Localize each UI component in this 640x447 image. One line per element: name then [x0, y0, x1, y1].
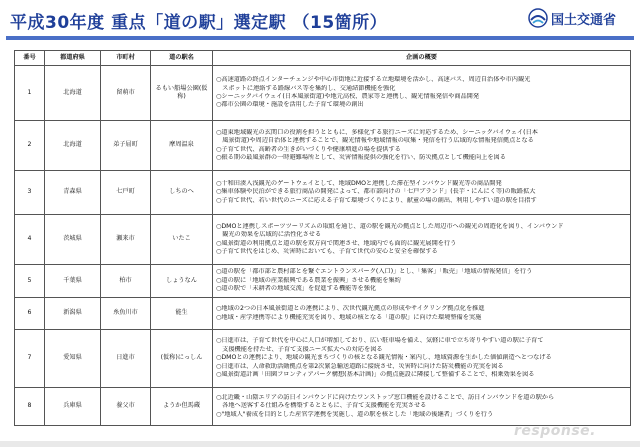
table-row [15, 215, 631, 265]
header-divider [6, 36, 634, 40]
summary-line: ○振る期の最風景群の一時避難場所として、災害情報提供の強化を行い、防災拠点として機能向上を図る [216, 153, 506, 161]
row-municipality: 養父市 [101, 388, 151, 426]
summary-line: ○道の駅で「未耕者の地域交流」を促進する機能等を強化 [216, 285, 377, 293]
summary-line: ○シーニックバイウェイ(日本風景街道)や地元高校、農家等と連携し、観光情報発信や商品開発 [216, 93, 480, 100]
row-station-name: るもい船場公園(仮称) [151, 66, 213, 121]
row-municipality: 瀬来市 [101, 215, 151, 265]
row-number: 8 [15, 388, 45, 426]
summary-line: ○風景街道計画「田園フロンティアパーク構想(基本計画)」の拠点施設に隣接して整備することで、相乗効果を図る [216, 371, 535, 379]
table-row [15, 265, 631, 298]
summary-line: ○北近畿・山陰エリアの訪日インバウンドに向けたワンストップ窓口機能を設けることで、訪日インバウンドを道の駅から [216, 393, 555, 401]
row-plan-summary [213, 298, 631, 330]
row-number: 3 [15, 171, 45, 215]
summary-line: ○日進市は、子育て世代を中心に人口が増加しており、広い駐車場を備え、気軽に車で立ち寄りやすい道の駅に子育て [216, 337, 544, 345]
ministry-name: 国土交通省 [551, 13, 617, 28]
summary-line: ○地域・産学連携等により機能充実を図り、地域の核となる「道の駅」に向けた環境整備を実施 [216, 313, 482, 321]
summary-line: ○高速道路の終点インターチェンジや中心市街地に近接する立地環境を活かし、高速バス、周辺自治体や市内観光 [216, 76, 531, 84]
summary-line: ○風景街道の利用拠点と道の駅を双方向で関連させ、地域内でも面的に観光展開を行う [216, 239, 457, 247]
row-plan-summary [213, 215, 631, 265]
row-prefecture: 北海道 [45, 121, 101, 171]
page-title: 平成30年度 重点「道の駅」選定駅 （15箇所） [10, 13, 388, 33]
row-municipality: 弟子屈町 [101, 121, 151, 171]
row-prefecture: 青森県 [45, 171, 101, 215]
column-header-municipality: 市町村 [101, 51, 151, 66]
row-municipality: 七戸町 [101, 171, 151, 215]
summary-line: 風景街道)や周辺自治体と連携することで、観光情報や地域情報の収集・発信を行う広域的な情報発信拠点となる [216, 137, 534, 145]
summary-line: スポットに連絡する路線バス等を集約し、交通結節機能を強化 [216, 84, 396, 92]
row-municipality: 糸魚川市 [101, 298, 151, 330]
row-station-name: 摩周温泉 [151, 121, 213, 171]
footer-strip [0, 441, 640, 447]
row-prefecture: 愛知県 [45, 330, 101, 388]
summary-line: ○道東地域観光の玄関口の役割を担うとともに、多様化する旅行ニーズに対応するため、シーニックバイウェイ(日本 [216, 128, 538, 136]
row-station-name: しょうなん [151, 265, 213, 298]
table-row [15, 171, 631, 215]
ministry-logo [528, 6, 634, 32]
table-row [15, 66, 631, 121]
summary-line: ○集車体験や民泊ができる旅行商品の開発によって、都市部向けの「七戸ブランド」(長芋・にんにく等)の販路拡大 [216, 188, 536, 196]
summary-line: ○子育て世代をはじめ、災害時においても、子育て世代の安心と安全を確保する [216, 247, 438, 255]
summary-line: ○都市公園の環境・施設を活用した子育て環境の創出 [216, 101, 364, 109]
summary-line: ○子育て世代、高齢者の生きがいづくりや健康増進の場を提供する [216, 145, 401, 153]
summary-line: ○"地域人"養成を目的とした産官学連携を実施し、道の駅を核とした「地域の後継者」づくりを行う [216, 410, 494, 418]
row-prefecture: 新潟県 [45, 298, 101, 330]
summary-line: ○DMOと連携しスポーツツーリズムの取組を通じ、道の駅を観光の拠点とした周辺市への観光の周遊化を図り、インバウンド [216, 222, 564, 230]
row-plan-summary [213, 171, 631, 215]
row-plan-summary [213, 265, 631, 298]
response-watermark: response. [514, 423, 596, 439]
row-number: 6 [15, 298, 45, 330]
column-header-prefecture: 都道府県 [45, 51, 101, 66]
summary-line: ○道の駅に「地域の産業振興である農業を振興」させる機能を集約 [216, 276, 401, 284]
table-row [15, 330, 631, 388]
row-station-name: 能生 [151, 298, 213, 330]
row-prefecture: 兵庫県 [45, 388, 101, 426]
row-number: 1 [15, 66, 45, 121]
row-number: 4 [15, 215, 45, 265]
column-header-plan-summary: 企画の概要 [213, 51, 631, 66]
row-station-name: (仮称)にっしん [151, 330, 213, 388]
table-row [15, 121, 631, 171]
row-number: 7 [15, 330, 45, 388]
summary-line: ○十和田湊入浅観光のゲートウェイとして、地域DMOと連携した滞在型インバウンド観光等の商品開発 [216, 179, 502, 187]
summary-line: ○道の駅を「都市部と農村部とを繋ぐエントランスパーク(入口)」とし、「集客」「販売」「地域の情報発信」を行う [216, 268, 533, 276]
summary-line: 観光の効果を広域的に活性化させる [216, 231, 322, 239]
row-station-name: ようか但馬蔵 [151, 388, 213, 426]
page-header [0, 0, 640, 44]
row-number: 2 [15, 121, 45, 171]
row-prefecture: 千葉県 [45, 265, 101, 298]
row-station-name: しちのへ [151, 171, 213, 215]
summary-line: ○日進市は、人命救助活動拠点を第2次緊急輸送道路に接続させ、災害時に向けた防災機能の充実を図る [216, 362, 504, 370]
row-municipality: 留萌市 [101, 66, 151, 121]
row-station-name: いたこ [151, 215, 213, 265]
summary-line: 各地へ送客する仕組みを構築するとともに、子育て支援機能を充実させる [216, 402, 427, 410]
column-header-station-name: 道の駅名 [151, 51, 213, 66]
selected-stations-table [14, 50, 631, 426]
table-header-row [15, 51, 631, 66]
summary-line: ○子育て世代、若い世代のニーズに応える子育て環境づくりにより、献童の場の創出、利用しやすい道の駅を目指す [216, 196, 537, 204]
table-row [15, 298, 631, 330]
summary-line: ○地域の2つの日本風景街道との連携により、次世代観光拠点の形成やサイクリング拠点化を推進 [216, 305, 485, 313]
column-header-number: 番号 [15, 51, 45, 66]
row-number: 5 [15, 265, 45, 298]
row-plan-summary [213, 330, 631, 388]
row-plan-summary [213, 66, 631, 121]
summary-line: 支援機能を持たせ、子育て支援ニーズ拡大への対応を図る [216, 345, 383, 353]
row-municipality: 柏市 [101, 265, 151, 298]
row-plan-summary [213, 121, 631, 171]
table-row [15, 388, 631, 426]
row-prefecture: 茨城県 [45, 215, 101, 265]
row-municipality: 日進市 [101, 330, 151, 388]
summary-line: ○DMOとの連携により、地域の観光まちづくりの核となる観光情報・案内し、地域資源を生かした価値創造へとつなげる [216, 354, 552, 362]
row-plan-summary [213, 388, 631, 426]
mlit-logo-icon [528, 8, 548, 28]
row-prefecture: 北海道 [45, 66, 101, 121]
